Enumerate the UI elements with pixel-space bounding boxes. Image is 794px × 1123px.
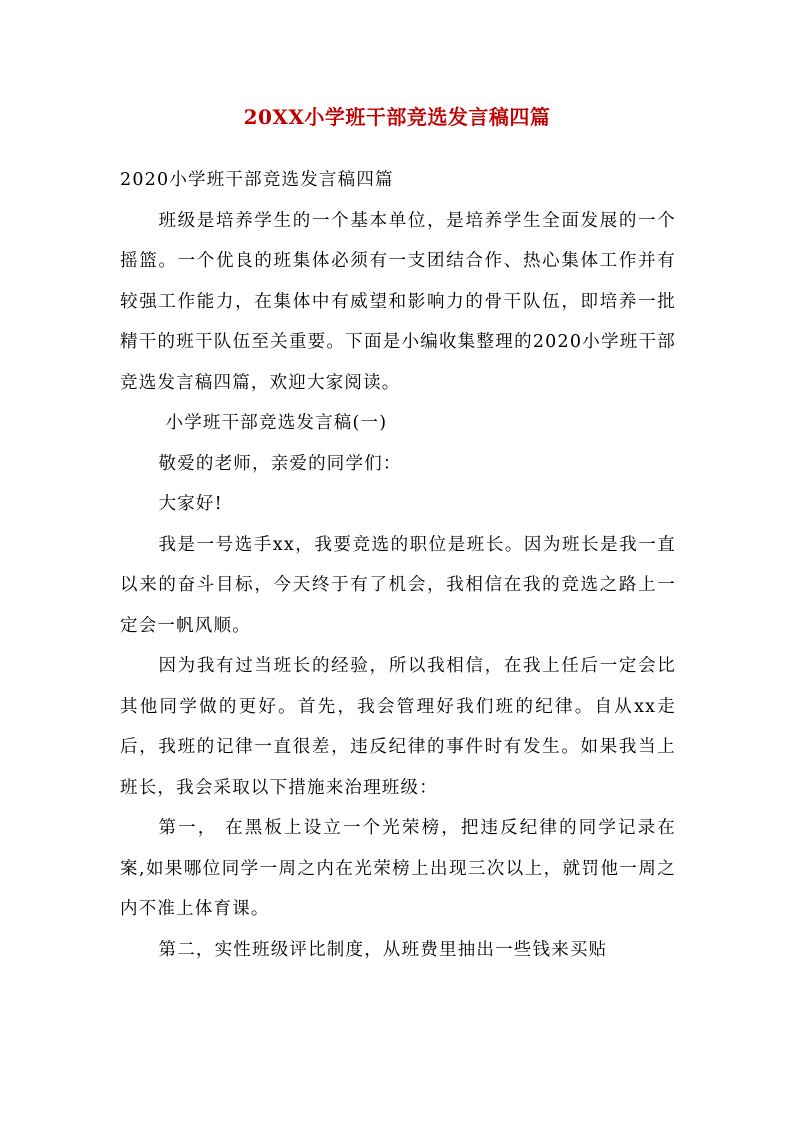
greeting-paragraph: 敬爱的老师，亲爱的同学们： [158,453,402,474]
intro-paragraph: 班级是培养学生的一个基本单位，是培养学生全面发展的一个摇篮。一个优良的班集体必须有一支团结合作、热心集体工作并有较强工作能力，在集体中有威望和影响力的骨干队伍，即培养一批精干的班干队伍至关重要。下面是小编收集整理的2020小学班干部竞选发言稿四篇，欢迎大家阅读。 [120,210,676,393]
body-paragraph: 第二，实性班级评比制度，从班费里抽出一些钱来买贴 [158,939,608,960]
document-title: 20XX小学班干部竞选发言稿四篇 [243,105,551,129]
hello-paragraph: 大家好! [158,494,223,514]
subtitle-paragraph: 2020小学班干部竞选发言稿四篇 [120,170,394,190]
section-heading: 小学班干部竞选发言稿(一) [165,413,388,433]
document-body [120,160,676,970]
body-paragraph: 因为我有过当班长的经验，所以我相信，在我上任后一定会比其他同学做的更好。首先，我会管理好我们班的纪律。自从xx走后，我班的记律一直很差，违反纪律的事件时有发生。如果我当上班长，我会采取以下措施来治理班级： [120,656,676,798]
body-paragraph: 第一， 在黑板上设立一个光荣榜，把违反纪律的同学记录在案,如果哪位同学一周之内在光荣榜上出现三次以上，就罚他一周之内不准上体育课。 [120,818,676,919]
body-paragraph: 我是一号选手xx，我要竞选的职位是班长。因为班长是我一直以来的奋斗目标，今天终于有了机会，我相信在我的竞选之路上一定会一帆风顺。 [120,534,676,636]
